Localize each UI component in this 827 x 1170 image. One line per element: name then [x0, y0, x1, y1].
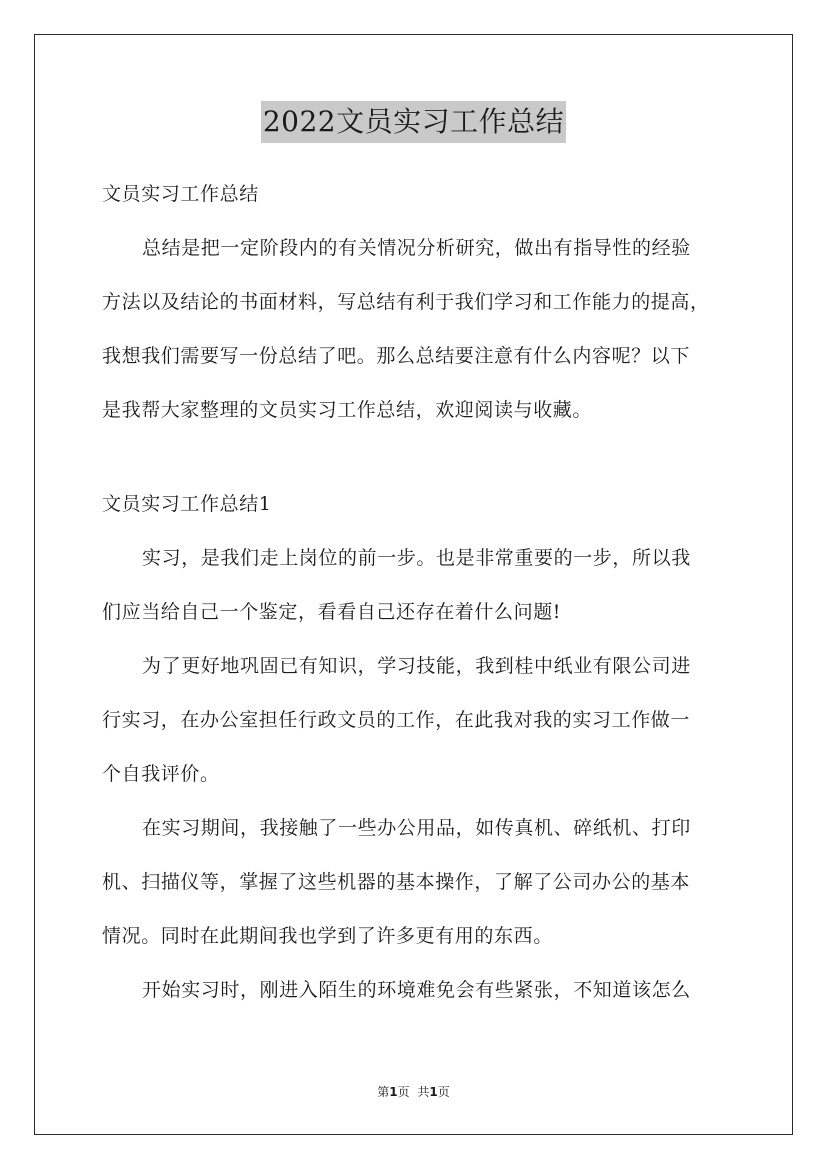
footer-page-unit: 页: [397, 1085, 410, 1099]
intro-line-1: 总结是把一定阶段内的有关情况分析研究，做出有指导性的经验: [142, 237, 691, 259]
para3-line-2: 机、扫描仪等，掌握了这些机器的基本操作，了解了公司办公的基本: [102, 871, 691, 893]
para2-line-3: 个自我评价。: [102, 763, 220, 785]
footer-total-prefix: 共: [417, 1085, 430, 1099]
para3-line-3: 情况。同时在此期间我也学到了许多更有用的东西。: [102, 925, 553, 947]
footer-total-unit: 页: [437, 1085, 450, 1099]
document-title: 2022文员实习工作总结: [261, 101, 566, 143]
para1-line-2: 们应当给自己一个鉴定，看看自己还存在着什么问题!: [102, 601, 562, 623]
para3-line-1: 在实习期间，我接触了一些办公用品，如传真机、碎纸机、打印: [142, 817, 691, 839]
para2-line-1: 为了更好地巩固已有知识，学习技能，我到桂中纸业有限公司进: [142, 655, 691, 677]
subtitle: 文员实习工作总结: [102, 183, 259, 205]
intro-line-3: 我想我们需要写一份总结了吧。那么总结要注意有什么内容呢？以下: [102, 345, 691, 367]
para1-line-1: 实习，是我们走上岗位的前一步。也是非常重要的一步，所以我: [142, 547, 691, 569]
page-footer: [0, 1083, 827, 1100]
footer-prefix: 第: [377, 1085, 390, 1099]
para4-line-1: 开始实习时，刚进入陌生的环境难免会有些紧张，不知道该怎么: [142, 979, 691, 1001]
document-body: [102, 174, 730, 1024]
paragraph-gap: [102, 444, 730, 484]
intro-line-2: 方法以及结论的书面材料，写总结有利于我们学习和工作能力的提高，: [102, 291, 710, 313]
title-container: [0, 101, 827, 143]
intro-line-4: 是我帮大家整理的文员实习工作总结，欢迎阅读与收藏。: [102, 399, 593, 421]
section-heading: 文员实习工作总结1: [102, 493, 272, 515]
footer-page-number: 1: [389, 1085, 398, 1099]
footer-total-number: 1: [429, 1085, 438, 1099]
para2-line-2: 行实习，在办公室担任行政文员的工作，在此我对我的实习工作做一: [102, 709, 691, 731]
